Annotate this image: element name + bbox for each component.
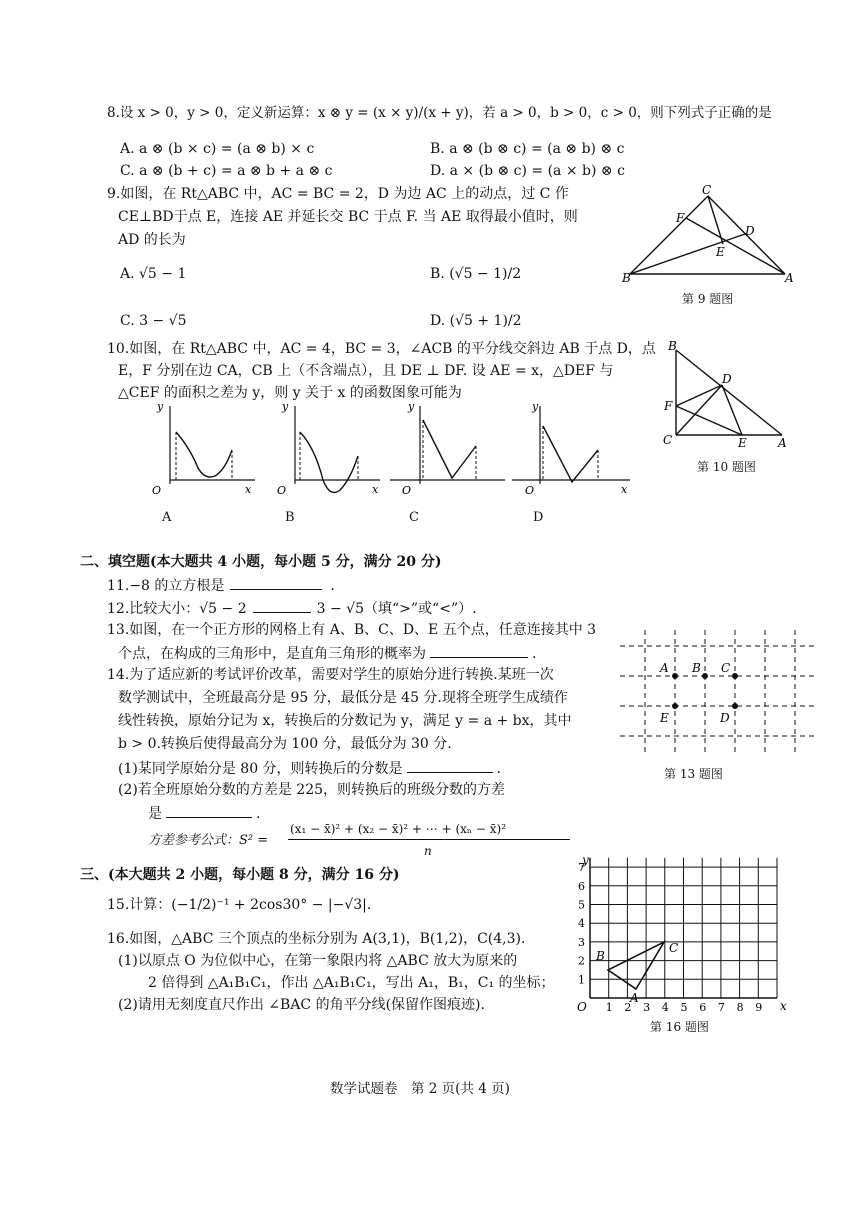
q8-opt-b: B. a ⊗ (b ⊗ c) = (a ⊗ b) ⊗ c [430, 141, 625, 157]
svg-text:O: O [277, 484, 287, 497]
x-tick-label: 6 [699, 1001, 707, 1014]
section2-title: 二、填空题(本大题共 4 小题，每小题 5 分，满分 20 分) [80, 554, 442, 570]
q10-line3: △CEF 的面积之差为 y，则 y 关于 x 的函数图象可能为 [118, 385, 462, 401]
q16-line2: (1)以原点 O 为位似中心，在第一象限内将 △ABC 放大为原来的 [118, 953, 518, 969]
q9-line3: AD 的长为 [118, 232, 186, 248]
q9-line1: 9.如图，在 Rt△ABC 中，AC = BC = 2，D 为边 AC 上的动点，过 C 作 [107, 186, 569, 202]
q8-opt-a: A. a ⊗ (b × c) = (a ⊗ b) × c [120, 141, 315, 157]
fig16-caption: 第 16 题图 [650, 1020, 709, 1034]
y-tick-label: 4 [578, 917, 585, 931]
y-tick-label: 3 [578, 935, 585, 949]
x-tick-label: 4 [661, 1001, 669, 1014]
fig13-grid [620, 630, 820, 760]
q9-opt-c: C. 3 − √5 [120, 313, 187, 329]
fig16-label-c: C [669, 941, 679, 955]
svg-text:x: x [245, 483, 252, 496]
q8-opt-c: C. a ⊗ (b + c) = a ⊗ b + a ⊗ c [120, 163, 333, 179]
svg-text:x: x [621, 483, 628, 496]
variance-formula-denominator: n [424, 844, 432, 858]
triangle-abc [608, 942, 664, 989]
q8-opt-d: D. a × (b ⊗ c) = (a × b) ⊗ c [430, 163, 625, 179]
graph-label-a: A [162, 510, 172, 525]
fig9-label-b: B [622, 271, 631, 285]
fig9-caption: 第 9 题图 [682, 292, 734, 306]
q14-line3: 线性转换，原始分记为 x，转换后的分数记为 y，满足 y = a + bx，其中 [118, 713, 572, 729]
x-tick-label: 1 [605, 1001, 613, 1014]
q13-line2: 个点，在构成的三角形中，是直角三角形的概率为 . [118, 643, 536, 663]
fig10-label-d: D [722, 372, 732, 386]
graph-a [152, 400, 255, 497]
fig10-caption: 第 10 题图 [697, 460, 756, 474]
fig9-label-e: E [716, 245, 725, 259]
q16-line1: 16.如图，△ABC 三个顶点的坐标分别为 A(3,1)，B(1,2)，C(4,3). [107, 931, 526, 947]
svg-text:y: y [532, 400, 539, 413]
x-tick-label: 9 [755, 1001, 763, 1014]
q14-line1: 14.为了适应新的考试评价改革，需要对学生的原始分进行转换.某班一次 [107, 667, 554, 683]
svg-text:x: x [372, 483, 379, 496]
x-tick-label: 5 [680, 1001, 688, 1014]
q13-line1: 13.如图，在一个正方形的网格上有 A、B、C、D、E 五个点，任意连接其中 3 [107, 622, 597, 638]
page-footer: 数学试题卷 第 2 页(共 4 页) [330, 1081, 510, 1097]
q10-line2: E，F 分别在边 CA，CB 上（不含端点），且 DE ⊥ DF. 设 AE = x，△DEF 与 [118, 363, 614, 379]
q14-part2: (2)若全班原始分数的方差是 225，则转换后的班级分数的方差 [118, 782, 506, 798]
x-tick-label: 8 [736, 1001, 744, 1014]
y-tick-label: 1 [578, 973, 585, 987]
fig10-label-f: F [664, 399, 673, 413]
q16-line4: (2)请用无刻度直尺作出 ∠BAC 的角平分线(保留作图痕迹). [118, 997, 485, 1013]
q15: 15.计算：(−1/2)⁻¹ + 2cos30° − |−√3|. [107, 897, 372, 913]
graph-b [277, 400, 380, 497]
variance-formula-label: 方差参考公式：S² = [148, 833, 269, 848]
fig9-label-a: A [785, 271, 794, 285]
q9-opt-a: A. √5 − 1 [120, 266, 187, 282]
svg-text:O: O [152, 484, 162, 497]
fig16-grid [570, 848, 795, 1016]
q14-line2: 数学测试中，全班最高分是 95 分，最低分是 45 分.现将全班学生成绩作 [118, 690, 568, 706]
q9-opt-d: D. (√5 + 1)/2 [430, 313, 522, 329]
fraction-bar [288, 839, 570, 840]
graph-label-d: D [533, 510, 544, 525]
fig13-label-c: C [721, 661, 731, 675]
q11: 11.−8 的立方根是 . [107, 575, 335, 595]
q8-stem-text: 8.设 x > 0，y > 0，定义新运算：x ⊗ y = (x × y)/(x + y)，若 a > 0，b > 0，c > 0，则下列式子正确的是 [107, 105, 772, 121]
fig13-caption: 第 13 题图 [664, 767, 723, 781]
variance-formula-numerator: (x₁ − x̄)² + (x₂ − x̄)² + ⋯ + (xₙ − x̄)² [290, 822, 507, 836]
svg-text:y: y [408, 400, 415, 413]
fig16-axis-y: y [582, 853, 589, 867]
fig16-label-b: B [596, 949, 605, 963]
fig10-label-b: B [668, 339, 677, 353]
fig9-triangle [620, 182, 795, 287]
fig13-label-a: A [660, 661, 669, 675]
q10-graphs [140, 398, 640, 498]
fig10-triangle [658, 338, 793, 453]
svg-text:y: y [282, 400, 289, 413]
fig9-label-f: F [676, 211, 685, 225]
q14-part1: (1)某同学原始分是 80 分，则转换后的分数是 . [118, 758, 501, 778]
fig16-axis-x: x [780, 999, 787, 1013]
fig16-origin: O [577, 1000, 587, 1014]
svg-text:O: O [402, 484, 412, 497]
q12: 12.比较大小：√5 − 2 3 − √5（填“>”或“<”）. [107, 598, 477, 618]
fig10-label-e: E [738, 436, 747, 450]
fig9-label-c: C [702, 183, 712, 197]
fig13-label-d: D [720, 711, 730, 725]
svg-text:O: O [525, 484, 535, 497]
section3-title: 三、(本大题共 2 小题，每小题 8 分，满分 16 分) [80, 867, 400, 883]
q14-part2-answer: 是 . [148, 803, 260, 823]
fig10-label-c: C [663, 433, 673, 447]
graph-label-c: C [409, 510, 419, 525]
q14-line4: b > 0.转换后使得最高分为 100 分，最低分为 30 分. [118, 736, 452, 752]
fig13-label-e: E [660, 711, 669, 725]
svg-text:y: y [157, 400, 164, 413]
x-tick-label: 3 [643, 1001, 651, 1014]
fig16-label-a: A [630, 991, 639, 1005]
q16-line3: 2 倍得到 △A₁B₁C₁，作出 △A₁B₁C₁，写出 A₁，B₁，C₁ 的坐标； [148, 975, 555, 991]
fig10-label-a: A [778, 436, 787, 450]
y-tick-label: 6 [578, 879, 585, 893]
y-tick-label: 2 [578, 954, 585, 968]
graph-c [390, 400, 505, 497]
q8-stem [107, 104, 772, 122]
fig13-label-b: B [692, 661, 701, 675]
q9-opt-b: B. (√5 − 1)/2 [430, 266, 522, 282]
fig9-label-d: D [745, 224, 755, 238]
graph-label-b: B [285, 510, 295, 525]
graph-d [512, 400, 630, 497]
y-tick-label: 7 [578, 861, 585, 875]
q9-line2: CE⊥BD于点 E，连接 AE 并延长交 BC 于点 F. 当 AE 取得最小值时，则 [118, 209, 578, 225]
q10-line1: 10.如图，在 Rt△ABC 中，AC = 4，BC = 3，∠ACB 的平分线交斜边 AB 于点 D，点 [107, 341, 656, 357]
x-tick-label: 2 [624, 1001, 632, 1014]
y-tick-label: 5 [578, 898, 585, 912]
x-tick-label: 7 [717, 1001, 725, 1014]
